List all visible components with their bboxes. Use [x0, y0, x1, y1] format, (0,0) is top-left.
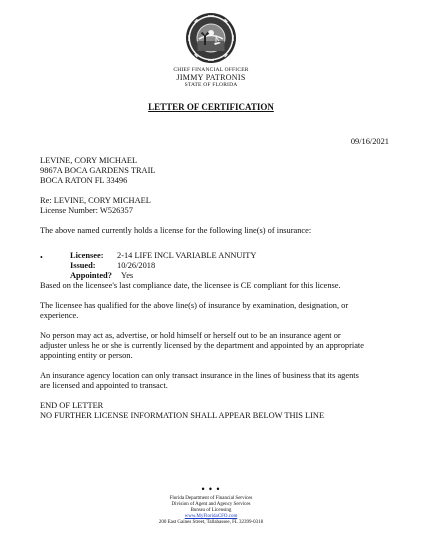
bullet-icon: • — [40, 253, 43, 262]
compliance-text: Based on the licensee's last compliance date, the licensee is CE compliant for this license. — [40, 281, 341, 290]
no-further-info: NO FURTHER LICENSE INFORMATION SHALL APPEAR BELOW THIS LINE — [40, 411, 325, 420]
state-name: STATE OF FLORIDA — [184, 82, 238, 88]
issued-label: Issued: — [70, 261, 96, 270]
footer-dots: • • • — [201, 484, 221, 494]
no-person-line-2: adjuster unless he or she is currently licensed by the department and appointed by an appropriate — [40, 341, 364, 350]
footer-address: 200 East Gaines Street, Tallahassee, FL 32399-0318 — [158, 520, 264, 525]
qualified-line-1: The licensee has qualified for the above line(s) of insurance by examination, designation, or — [40, 301, 349, 310]
footer-dept: Florida Department of Financial Services — [169, 496, 253, 501]
website-link[interactable]: www.MyFloridaCFO.com — [184, 514, 238, 519]
license-number: License Number: W526357 — [40, 206, 133, 215]
recipient-name: LEVINE, CORY MICHAEL — [40, 156, 138, 165]
intro-text: The above named currently holds a license for the following line(s) of insurance: — [40, 226, 312, 235]
footer-division: Division of Agent and Agency Services — [171, 502, 251, 507]
no-person-line-3: appointing entity or person. — [40, 351, 133, 360]
letter-date: 09/16/2021 — [350, 137, 389, 146]
end-of-letter: END OF LETTER — [40, 401, 104, 410]
letter-title: LETTER OF CERTIFICATION — [148, 102, 274, 112]
footer-bureau: Bureau of Licensing — [190, 508, 232, 513]
officer-title: CHIEF FINANCIAL OFFICER — [173, 67, 249, 73]
state-seal-icon — [185, 12, 237, 64]
licensee-value: 2-14 LIFE INCL VARIABLE ANNUITY — [117, 251, 257, 260]
appointed-label: Appointed? — [70, 271, 112, 280]
no-person-line-1: No person may act as, advertise, or hold himself or herself out to be an insurance agent or — [40, 331, 341, 340]
re-line: Re: LEVINE, CORY MICHAEL — [40, 196, 151, 205]
qualified-line-2: experience. — [40, 311, 79, 320]
agency-line-2: are licensed and appointed to transact. — [40, 381, 168, 390]
licensee-label: Licensee: — [70, 251, 104, 260]
officer-name: JIMMY PATRONIS — [176, 73, 246, 82]
issued-value: 10/26/2018 — [117, 261, 156, 270]
recipient-street: 9867A BOCA GARDENS TRAIL — [40, 166, 156, 175]
appointed-value: Yes — [121, 271, 134, 280]
recipient-city: BOCA RATON FL 33496 — [40, 176, 128, 185]
agency-line-1: An insurance agency location can only transact insurance in the lines of business that its agents — [40, 371, 359, 380]
